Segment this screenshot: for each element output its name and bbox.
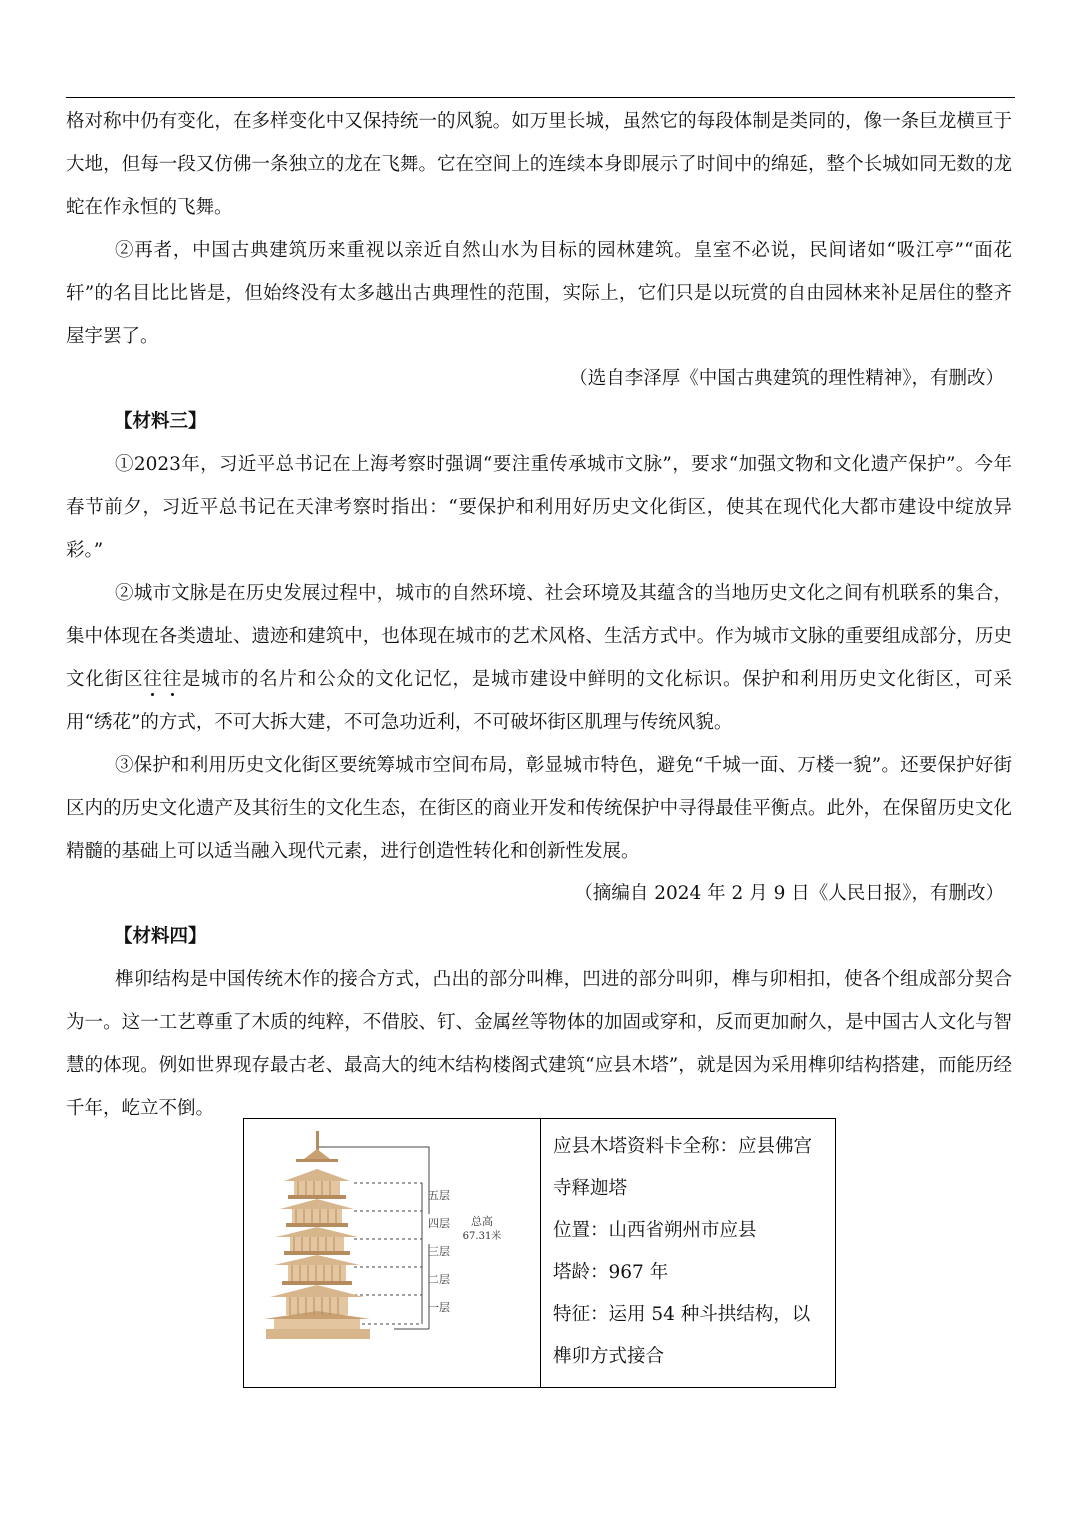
material3-heading: 【材料三】 [114, 411, 207, 432]
pagoda-info-card [243, 1118, 836, 1388]
floor-label-3: 三层 [428, 1245, 450, 1258]
material3-paragraph-2-part-b: 是城市的名片和公众的文化记忆，是城市建设中鲜明的文化标识。保护和利用历史文化街区，可采用“绣花”的方式，不可大拆大建，不可急功近利，不可破坏街区肌理与传统风貌。 [66, 669, 1012, 733]
document-body [66, 100, 1012, 1130]
card-age-line: 塔龄：967 年 [553, 1262, 669, 1283]
material3-paragraph-1: ①2023年，习近平总书记在上海考察时强调“要注重传承城市文脉”，要求“加强文物和文化遗产保护”。今年春节前夕，习近平总书记在天津考察时指出：“要保护和利用好历史文化街区，使其在现代化大都市建设中绽放异彩。” [66, 454, 1012, 561]
material4-heading: 【材料四】 [114, 926, 207, 947]
material3-paragraph-2 [66, 572, 1012, 744]
pagoda-diagram [244, 1119, 541, 1387]
pagoda-info-text [541, 1119, 835, 1387]
floor-label-2: 二层 [428, 1273, 450, 1286]
material4-paragraph-1: 榫卯结构是中国传统木作的接合方式，凸出的部分叫榫，凹进的部分叫卯，榫与卯相扣，使各个组成部分契合为一。这一工艺尊重了木质的纯粹，不借胶、钉、金属丝等物体的加固或穿和，反而更加耐久，是中国古人文化与智慧的体现。例如世界现存最古老、最高大的纯木结构楼阁式建筑“应县木塔”，就是因为采用榫卯结构搭建，而能历经千年，屹立不倒。 [66, 969, 1012, 1119]
material3-paragraph-2-part-a: ②城市文脉是在历史发展过程中，城市的自然环境、社会环境及其蕴含的当地历史文化之间有机联系的集合，集中体现在各类遗址、遗迹和建筑中，也体现在城市的艺术风格、生活方式中。作为城市文脉的重要组成部分，历史文化街区 [66, 583, 1012, 690]
top-rule [66, 97, 1015, 98]
material3-source: （摘编自 2024 年 2 月 9 日《人民日报》，有删改） [574, 883, 1004, 904]
total-height-label: 总高 [471, 1215, 493, 1228]
material2-paragraph-1: 格对称中仍有变化，在多样变化中又保持统一的风貌。如万里长城，虽然它的每段体制是类同的，像一条巨龙横亘于大地，但每一段又仿佛一条独立的龙在飞舞。它在空间上的连续本身即展示了时间中的绵延，整个长城如同无数的龙蛇在作永恒的飞舞。 [66, 111, 1012, 218]
emphasis-char: 往 [163, 669, 182, 690]
material3-paragraph-3: ③保护和利用历史文化街区要统筹城市空间布局，彰显城市特色，避免“千城一面、万楼一貌”。还要保护好街区内的历史文化遗产及其衍生的文化生态，在街区的商业开发和传统保护中寻得最佳平衡点。此外，在保留历史文化精髓的基础上可以适当融入现代元素，进行创造性转化和创新性发展。 [66, 755, 1012, 862]
pagoda-svg [244, 1119, 540, 1387]
card-feature-line: 特征：运用 54 种斗拱结构，以榫卯方式接合 [553, 1304, 811, 1367]
material2-source: （选自李泽厚《中国古典建筑的理性精神》，有删改） [569, 368, 1004, 389]
card-location-line: 位置：山西省朔州市应县 [553, 1220, 757, 1241]
pagoda-illustration [264, 1131, 370, 1339]
material2-paragraph-2: ②再者，中国古典建筑历来重视以亲近自然山水为目标的园林建筑。皇室不必说，民间诸如“吸江亭”“面花轩”的名目比比皆是，但始终没有太多越出古典理性的范围，实际上，它们只是以玩赏的自由园林来补足居住的整齐屋宇罢了。 [66, 240, 1012, 347]
emphasis-char: 往 [143, 669, 162, 690]
floor-label-4: 四层 [428, 1217, 450, 1230]
total-height-value: 67.31米 [462, 1231, 502, 1242]
floor-label-1: 一层 [428, 1301, 450, 1314]
card-name-line: 应县木塔资料卡全称：应县佛宫寺释迦塔 [553, 1136, 813, 1199]
floor-label-5: 五层 [428, 1189, 450, 1202]
